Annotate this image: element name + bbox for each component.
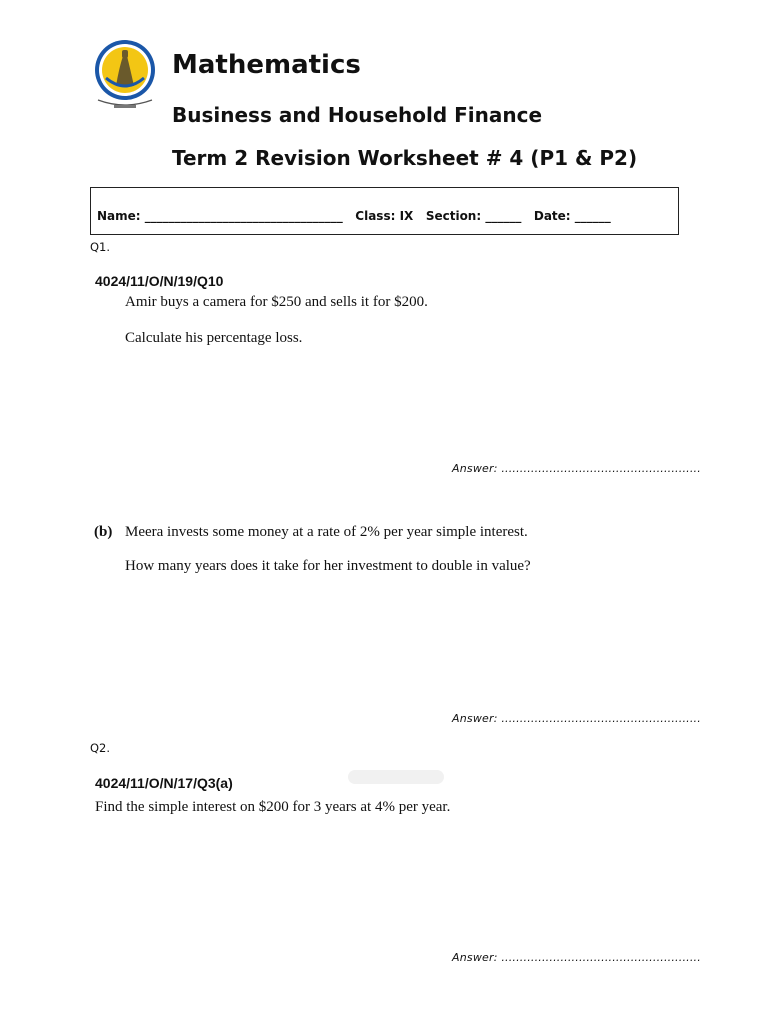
question-text: Amir buys a camera for $250 and sells it for $200.	[125, 294, 428, 310]
student-info-box	[90, 187, 679, 235]
question-code: 4024/11/O/N/17/Q3(a)	[95, 775, 233, 791]
page-title: Mathematics	[172, 50, 361, 80]
student-info-line[interactable]: Name: _________________________________ Class: IX Section: ______ Date: ______	[97, 209, 611, 223]
page-subtitle: Business and Household Finance	[172, 103, 543, 127]
question-text: Meera invests some money at a rate of 2% per year simple interest.	[125, 524, 528, 540]
scan-smudge	[348, 770, 444, 784]
answer-line[interactable]: Answer: ......................................................	[452, 951, 701, 964]
question-code: 4024/11/O/N/19/Q10	[95, 273, 224, 289]
school-crest-logo	[92, 38, 158, 114]
question-text: Find the simple interest on $200 for 3 years at 4% per year.	[95, 799, 451, 815]
question-number: Q1.	[90, 240, 111, 254]
answer-line[interactable]: Answer: ......................................................	[452, 462, 701, 475]
part-label: (b)	[94, 524, 113, 540]
question-text: How many years does it take for her investment to double in value?	[125, 558, 531, 574]
answer-line[interactable]: Answer: ......................................................	[452, 712, 701, 725]
question-number: Q2.	[90, 741, 111, 755]
worksheet-title: Term 2 Revision Worksheet # 4 (P1 & P2)	[172, 146, 638, 170]
question-text: Calculate his percentage loss.	[125, 330, 303, 346]
